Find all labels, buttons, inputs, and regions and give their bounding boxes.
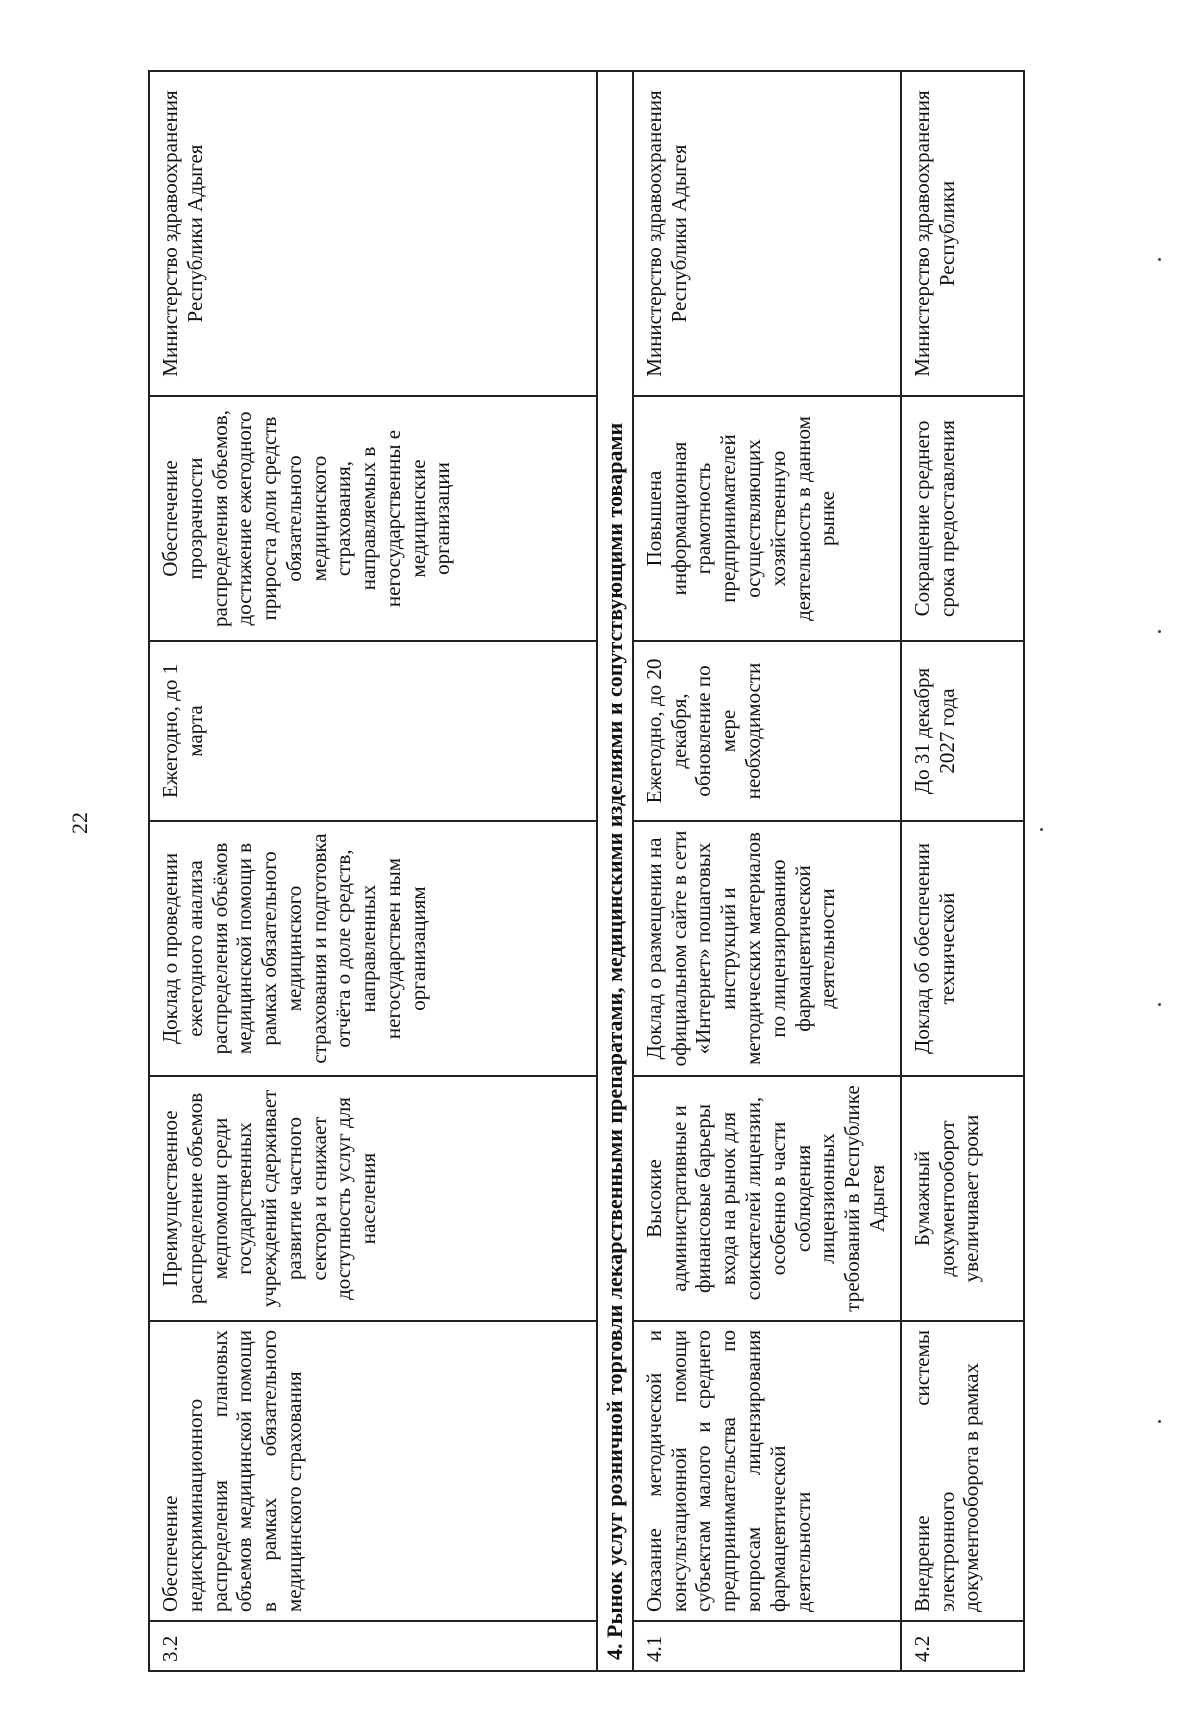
table-row bbox=[633, 71, 901, 1671]
table-row bbox=[901, 71, 1024, 1671]
section-title: 4. Рынок услуг розничной торговли лекарственными препаратами, медицинскими изделиями и сопутствующими товарами bbox=[597, 71, 633, 1671]
deadline-cell: Ежегодно, до 1 марта bbox=[149, 641, 597, 821]
measure-cell: Оказание методической и консультационной помощи субъектам малого и среднего предпринимательства по вопросам лицензирования фармацевтической деятельности bbox=[633, 1321, 901, 1621]
result-cell: Сокращение среднего срока предоставления bbox=[901, 396, 1024, 641]
executor-cell: Министерство здравоохранения Республики Адыгея bbox=[149, 71, 597, 396]
scan-speck bbox=[1158, 258, 1161, 261]
document-cell: Доклад об обеспечении технической bbox=[901, 821, 1024, 1076]
problem-cell: Высокие административные и финансовые барьеры входа на рынок для соискателей лицензии, особенно в части соблюдения лицензионных требований в Республике Адыгея bbox=[633, 1076, 901, 1321]
row-number: 4.1 bbox=[633, 1621, 901, 1671]
scan-speck bbox=[1158, 1003, 1161, 1006]
row-number: 4.2 bbox=[901, 1621, 1024, 1671]
measures-table bbox=[148, 70, 1025, 1672]
deadline-cell: Ежегодно, до 20 декабря, обновление по мере необходимости bbox=[633, 641, 901, 821]
page-number: 22 bbox=[67, 812, 92, 834]
section-row bbox=[597, 71, 633, 1671]
problem-cell: Бумажный документооборот увеличивает сроки bbox=[901, 1076, 1024, 1321]
document-cell: Доклад о размещении на официальном сайте в сети «Интернет» пошаговых инструкций и методических материалов по лицензированию фармацевтической деятельности bbox=[633, 821, 901, 1076]
scan-speck bbox=[1158, 630, 1161, 633]
table-row bbox=[149, 71, 597, 1671]
row-number: 3.2 bbox=[149, 1621, 597, 1671]
scan-speck bbox=[1040, 828, 1043, 831]
deadline-cell: До 31 декабря 2027 года bbox=[901, 641, 1024, 821]
document-cell: Доклад о проведении ежегодного анализа распределения объёмов медицинской помощи в рамках обязательного медицинского страхования и подготовка отчёта о доле средств, направленных негосударствен ным организациям bbox=[149, 821, 597, 1076]
measure-cell: Внедрение системы электронного документооборота в рамках bbox=[901, 1321, 1024, 1621]
result-cell: Обеспечение прозрачности распределения объемов, достижение ежегодного прироста доли средств обязательного медицинского страхования, направляемых в негосударственны е медицинские организации bbox=[149, 396, 597, 641]
measure-cell: Обеспечение недискриминационного распределения плановых объемов медицинской помощи в рамках обязательного медицинского страхования bbox=[149, 1321, 597, 1621]
scan-speck bbox=[1158, 1420, 1161, 1423]
problem-cell: Преимущественное распределение объемов медпомощи среди государственных учреждений сдерживает развитие частного сектора и снижает доступность услуг для населения bbox=[149, 1076, 597, 1321]
executor-cell: Министерство здравоохранения Республики Адыгея bbox=[633, 71, 901, 396]
rotated-table-container bbox=[148, 72, 1200, 1672]
executor-cell: Министерство здравоохранения Республики bbox=[901, 71, 1024, 396]
result-cell: Повышена информационная грамотность предпринимателей осуществляющих хозяйственную деятельность в данном рынке bbox=[633, 396, 901, 641]
